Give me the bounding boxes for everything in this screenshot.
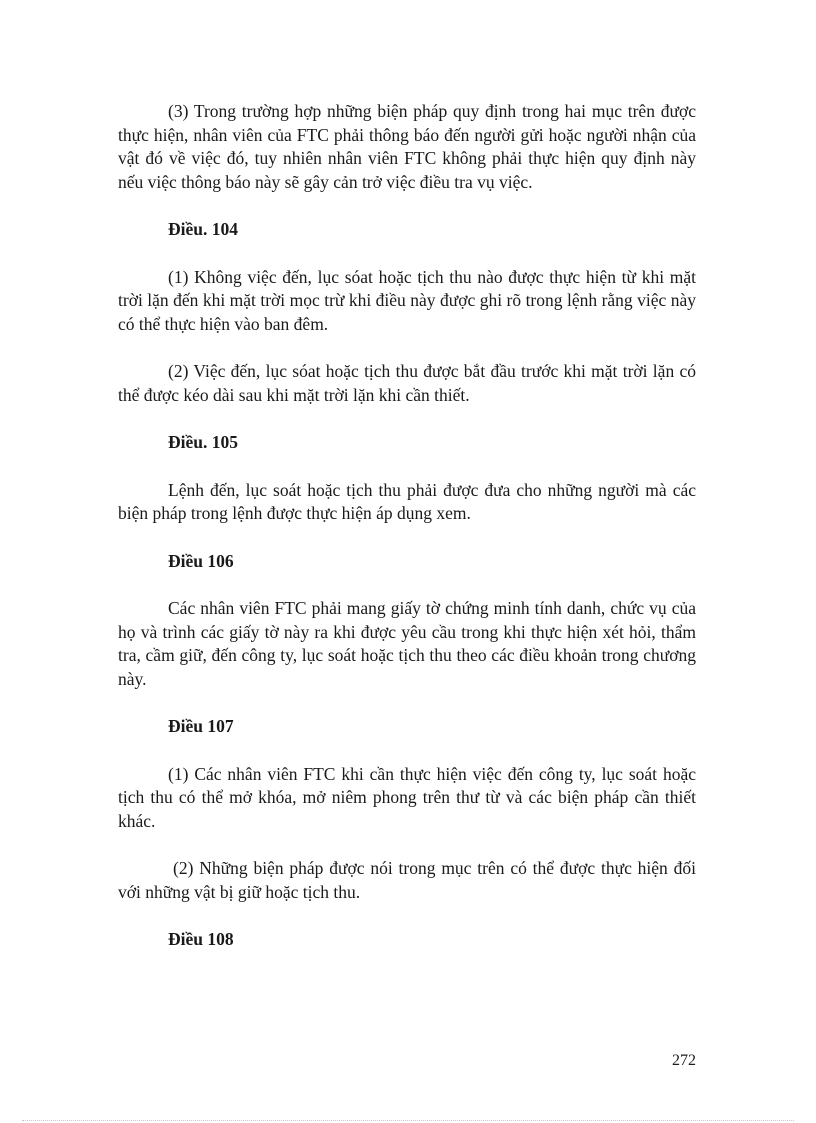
paragraph-article-104-clause-1: (1) Không việc đến, lục sóat hoặc tịch thu nào được thực hiện từ khi mặt trời lặn đến khi mặt trời mọc trừ khi điều này được ghi rõ trong lệnh rằng việc này có thể thực hiện vào ban đêm.	[118, 266, 696, 334]
article-heading-104: Điều. 104	[168, 219, 238, 239]
paragraph-article-107-clause-1: (1) Các nhân viên FTC khi cần thực hiện việc đến công ty, lục soát hoặc tịch thu có thể mở khóa, mở niêm phong trên thư từ và các biện pháp cần thiết khác.	[118, 763, 696, 831]
document-body	[118, 100, 696, 976]
paragraph-article-105: Lệnh đến, lục soát hoặc tịch thu phải được đưa cho những người mà các biện pháp trong lệnh được thực hiện áp dụng xem.	[118, 479, 696, 523]
paragraph-article-107-clause-2: (2) Những biện pháp được nói trong mục trên có thể được thực hiện đối với những vật bị giữ hoặc tịch thu.	[118, 858, 696, 902]
paragraph-article-104-clause-2: (2) Việc đến, lục sóat hoặc tịch thu được bắt đầu trước khi mặt trời lặn có thể được kéo dài sau khi mặt trời lặn khi cần thiết.	[118, 361, 696, 405]
page-bottom-divider	[22, 1120, 794, 1121]
page-number: 272	[672, 1052, 696, 1069]
article-heading-105: Điều. 105	[168, 432, 238, 452]
article-heading-107: Điều 107	[168, 716, 234, 736]
article-heading-106: Điều 106	[168, 550, 234, 571]
paragraph-article-106: Các nhân viên FTC phải mang giấy tờ chứng minh tính danh, chức vụ của họ và trình các giấy tờ này ra khi được yêu cầu trong khi thực hiện xét hỏi, thẩm tra, cầm giữ, đến công ty, lục soát hoặc tịch thu theo các điều khoản trong chương này.	[118, 598, 696, 689]
paragraph-article-103-clause-3: (3) Trong trường hợp những biện pháp quy định trong hai mục trên được thực hiện, nhân viên của FTC phải thông báo đến người gửi hoặc người nhận của vật đó về việc đó, tuy nhiên nhân viên FTC không phải thực hiện quy định này nếu việc thông báo này sẽ gây cản trở việc điều tra vụ việc.	[118, 101, 696, 192]
article-heading-108: Điều 108	[168, 929, 234, 949]
